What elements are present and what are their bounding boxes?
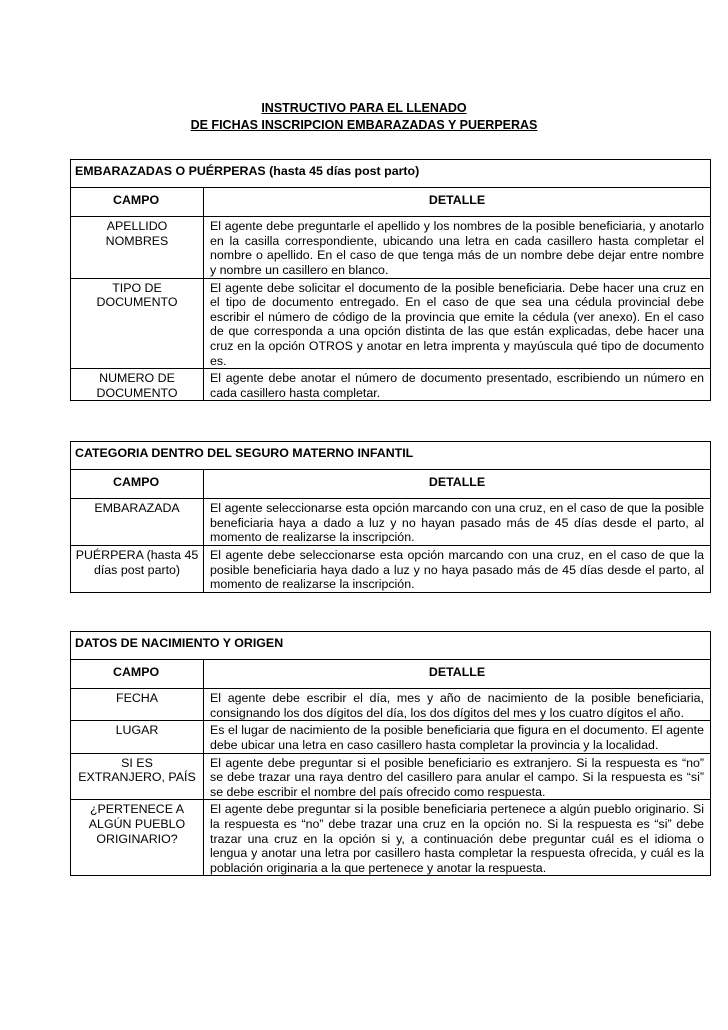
title-line-2: DE FICHAS INSCRIPCION EMBARAZADAS Y PUERPERAS	[190, 118, 538, 132]
section-categoria-table	[70, 441, 711, 593]
campo-cell: NUMERO DE DOCUMENTO	[71, 369, 204, 401]
table-row	[71, 545, 711, 592]
detalle-cell: El agente debe preguntarle el apellido y los nombres de la posible beneficiaria, y anotarlo en la casilla correspondiente, ubicando una letra en cada casillero hasta completar el nombre o apellido. En el caso de que tenga más de un nombre debe dejar entre nombre y nombre un casillero en blanco.	[204, 217, 711, 278]
campo-cell: TIPO DE DOCUMENTO	[71, 278, 204, 369]
table-row	[71, 369, 711, 401]
column-header-detalle: DETALLE	[204, 469, 711, 499]
document-title	[0, 100, 728, 134]
detalle-cell: El agente debe preguntar si el posible beneficiario es extranjero. Si la respuesta es “no” se debe trazar una raya dentro del casillero para anular el campo. Si la respuesta es “si” se debe escribir el nombre del país ofrecido como respuesta.	[204, 753, 711, 800]
section-heading: EMBARAZADAS O PUÉRPERAS (hasta 45 días post parto)	[71, 160, 711, 188]
detalle-cell: El agente debe solicitar el documento de la posible beneficiaria. Debe hacer una cruz en el tipo de documento entregado. En el caso de que sea una cédula provincial debe escribir el número de código de la provincia que emite la cédula (ver anexo). En el caso de que corresponda a una opción distinta de las que están explicadas, debe hacer una cruz en la opción OTROS y anotar en letra imprenta y mayúscula qué tipo de documento es.	[204, 278, 711, 369]
column-header-detalle: DETALLE	[204, 659, 711, 689]
table-row	[71, 753, 711, 800]
section-embarazadas-table	[70, 159, 711, 401]
campo-cell: EMBARAZADA	[71, 499, 204, 546]
campo-cell: SI ES EXTRANJERO, PAÍS	[71, 753, 204, 800]
column-header-campo: CAMPO	[71, 659, 204, 689]
table-row	[71, 721, 711, 753]
detalle-cell: El agente debe escribir el día, mes y año de nacimiento de la posible beneficiaria, consignando los dos dígitos del día, los dos dígitos del mes y los cuatro dígitos el año.	[204, 689, 711, 721]
column-header-campo: CAMPO	[71, 469, 204, 499]
detalle-cell: El agente debe seleccionarse esta opción marcando con una cruz, en el caso de que la posible beneficiaria haya dado a luz y no haya pasado más de 45 días desde el parto, al momento de realizarse la inscripción.	[204, 545, 711, 592]
campo-cell: APELLIDO NOMBRES	[71, 217, 204, 278]
campo-cell: LUGAR	[71, 721, 204, 753]
section-heading: CATEGORIA DENTRO DEL SEGURO MATERNO INFANTIL	[71, 442, 711, 470]
table-row	[71, 499, 711, 546]
table-row	[71, 217, 711, 278]
section-nacimiento-table	[70, 631, 711, 876]
table-row	[71, 278, 711, 369]
column-header-detalle: DETALLE	[204, 187, 711, 217]
title-line-1: INSTRUCTIVO PARA EL LLENADO	[261, 101, 467, 115]
campo-cell: PUÉRPERA (hasta 45 días post parto)	[71, 545, 204, 592]
campo-cell: FECHA	[71, 689, 204, 721]
detalle-cell: El agente debe preguntar si la posible beneficiaria pertenece a algún pueblo originario. Si la respuesta es “no” debe trazar una cruz en la opción no. Si la respuesta es “si” debe trazar una cruz en la opción si y, a continuación debe preguntar cuál es el idioma o lengua y anotar una letra por casillero hasta completar la respuesta ofrecida, y cuál es la población originaria a la que pertenece y anotar la respuesta.	[204, 800, 711, 876]
table-row	[71, 689, 711, 721]
table-row	[71, 800, 711, 876]
column-header-campo: CAMPO	[71, 187, 204, 217]
campo-cell: ¿PERTENECE A ALGÚN PUEBLO ORIGINARIO?	[71, 800, 204, 876]
detalle-cell: Es el lugar de nacimiento de la posible beneficiaria que figura en el documento. El agente debe ubicar una letra en caso casillero hasta completar la provincia y la localidad.	[204, 721, 711, 753]
section-heading: DATOS DE NACIMIENTO Y ORIGEN	[71, 632, 711, 660]
detalle-cell: El agente seleccionarse esta opción marcando con una cruz, en el caso de que la posible beneficiaria haya a dado a luz y no hayan pasado más de 45 días desde el parto, al momento de realizarse la inscripción.	[204, 499, 711, 546]
detalle-cell: El agente debe anotar el número de documento presentado, escribiendo un número en cada casillero hasta completar.	[204, 369, 711, 401]
